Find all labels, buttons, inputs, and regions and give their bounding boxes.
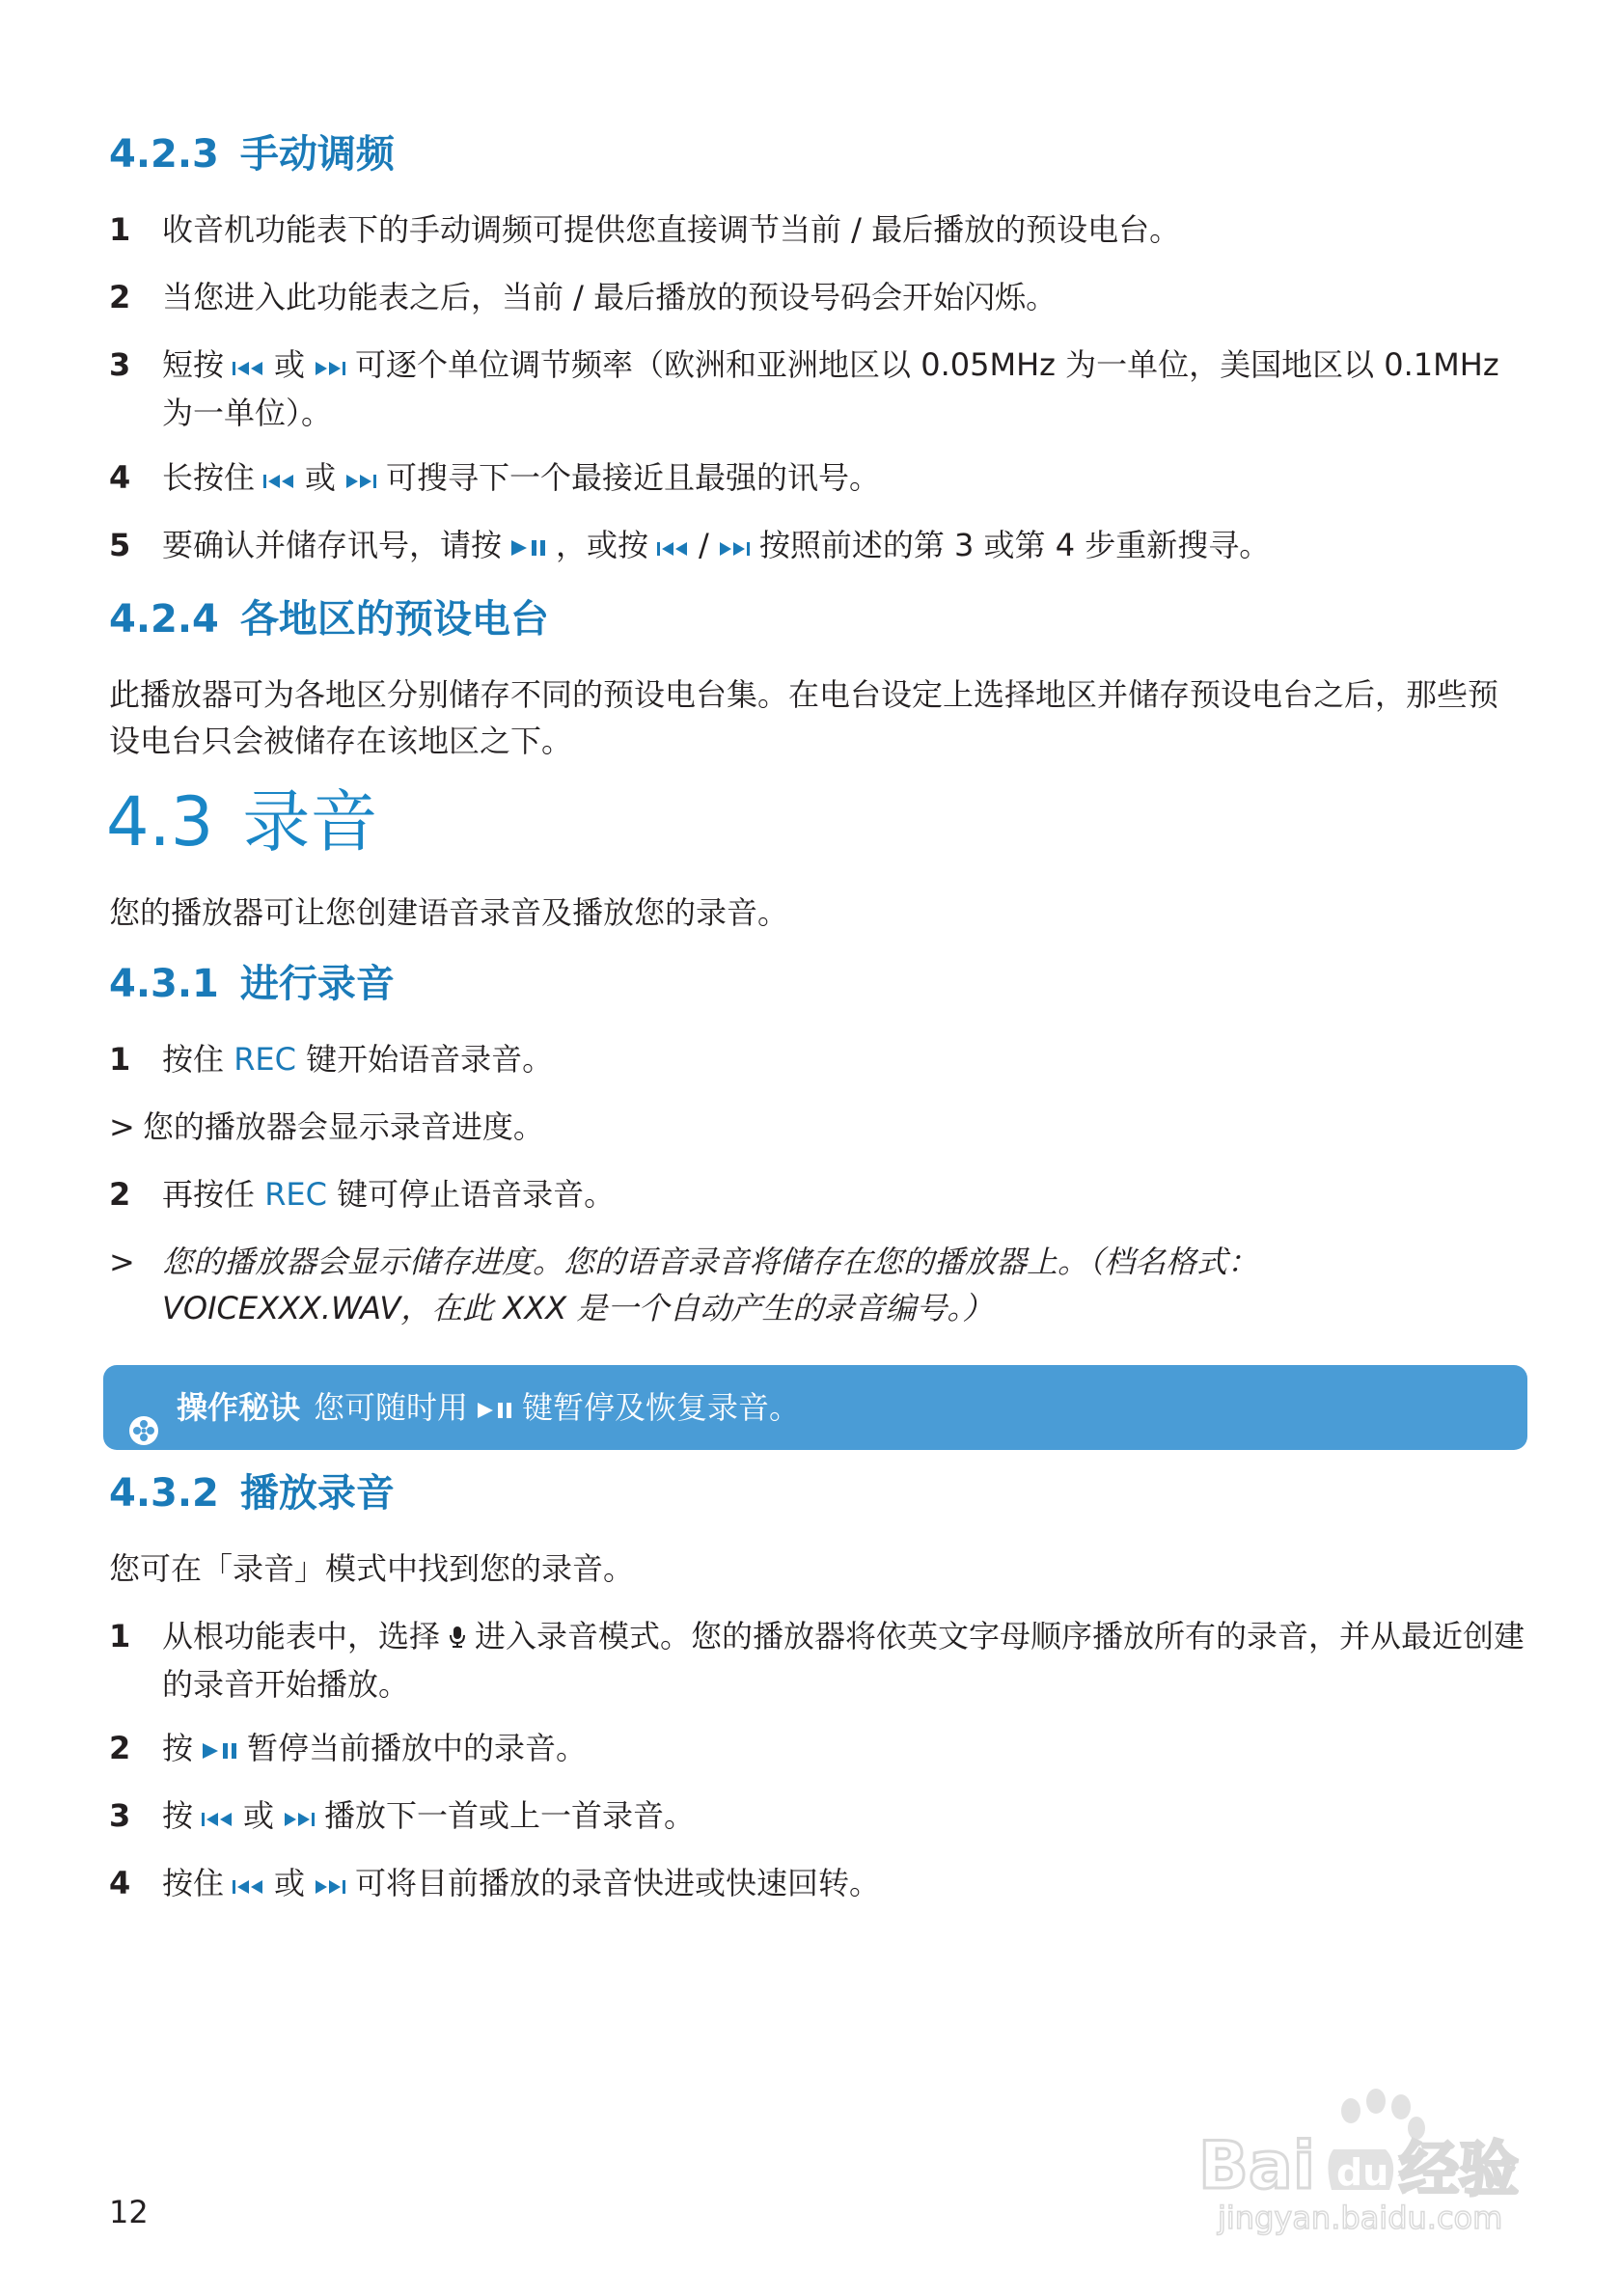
step-text: ，或按	[556, 527, 649, 563]
skip-next-icon	[717, 524, 752, 570]
skip-previous-icon	[232, 343, 266, 390]
step-text: 键开始语音录音。	[306, 1041, 554, 1078]
step-body	[162, 1792, 1527, 1841]
skip-next-icon	[343, 456, 378, 503]
section-heading-4-2-3	[109, 131, 395, 178]
step-text: 按住	[162, 1865, 225, 1901]
baidu-jingyan-watermark	[1179, 2074, 1565, 2238]
step-number: 4	[109, 459, 131, 496]
section-heading-4-3-1	[109, 961, 395, 1007]
step-slash: /	[699, 527, 709, 563]
step-item	[109, 206, 1527, 253]
microphone-icon	[448, 1615, 467, 1661]
step-or: 或	[274, 1865, 306, 1901]
step-text: 播放下一首或上一首录音。	[324, 1797, 696, 1834]
step-item	[109, 1036, 1527, 1082]
tip-text: 键暂停及恢复录音。	[522, 1389, 801, 1426]
skip-next-icon	[313, 343, 347, 390]
skip-previous-icon	[232, 1862, 266, 1908]
svg-text:Bai: Bai	[1198, 2128, 1316, 2204]
step-body	[162, 1171, 1527, 1217]
step-number: 1	[109, 1618, 131, 1654]
skip-next-icon	[313, 1862, 347, 1908]
step-text: 当您进入此功能表之后，当前 / 最后播放的预设号码会开始闪烁。	[162, 279, 1058, 315]
step-number: 4	[109, 1865, 131, 1901]
step-body	[162, 342, 1527, 436]
result-text: 您的播放器会显示录音进度。	[142, 1108, 544, 1145]
step-item	[109, 1725, 1527, 1773]
step-item	[109, 1792, 1527, 1841]
section-number: 4.3.1	[109, 962, 219, 1006]
step-number: 1	[109, 1041, 131, 1078]
section-number: 4.3	[106, 782, 214, 861]
result-item	[109, 1239, 1527, 1331]
play-pause-icon	[509, 524, 548, 570]
step-number: 3	[109, 346, 131, 383]
play-pause-icon	[201, 1727, 239, 1773]
skip-previous-icon	[201, 1794, 235, 1841]
step-body	[162, 1036, 1527, 1082]
step-or: 或	[274, 346, 306, 383]
step-body	[162, 1613, 1527, 1708]
step-text: 再按任	[162, 1176, 256, 1213]
step-text: 按住	[162, 1041, 225, 1078]
step-text: 长按住	[162, 459, 256, 496]
section-number: 4.2.4	[109, 597, 219, 642]
section-paragraph: 您的播放器可让您创建语音录音及播放您的录音。	[109, 894, 789, 931]
step-text: 从根功能表中，选择	[162, 1618, 441, 1654]
step-number: 1	[109, 211, 131, 248]
section-heading-4-3	[106, 783, 377, 861]
step-text: 可将目前播放的录音快进或快速回转。	[355, 1865, 881, 1901]
svg-text:经验: 经验	[1399, 2134, 1520, 2204]
section-heading-4-2-4	[109, 596, 549, 642]
rec-key-label: REC	[234, 1041, 296, 1078]
step-text: 按照前述的第 3 或第 4 步重新搜寻。	[758, 527, 1271, 563]
step-item	[109, 1860, 1527, 1908]
section-number: 4.3.2	[109, 1471, 219, 1516]
result-text: 您的播放器会显示储存进度。您的语音录音将储存在您的播放器上。（档名格式：VOICEXXX.WAV，在此 XXX 是一个自动产生的录音编号。）	[162, 1244, 1259, 1326]
skip-next-icon	[282, 1794, 316, 1841]
step-number: 2	[109, 1176, 131, 1213]
step-or: 或	[305, 459, 337, 496]
step-body	[162, 1725, 1527, 1773]
step-or: 或	[243, 1797, 275, 1834]
section-title: 进行录音	[239, 962, 395, 1006]
step-item	[109, 454, 1527, 503]
step-text: 收音机功能表下的手动调频可提供您直接调节当前 / 最后播放的预设电台。	[162, 211, 1181, 248]
step-item	[109, 274, 1527, 320]
page-number: 12	[109, 2194, 149, 2230]
result-item	[109, 1104, 1527, 1150]
step-item	[109, 342, 1527, 436]
svg-text:du: du	[1336, 2151, 1389, 2194]
step-text: 可搜寻下一个最接近且最强的讯号。	[386, 459, 881, 496]
section-number: 4.2.3	[109, 132, 219, 177]
result-marker: >	[109, 1108, 135, 1145]
step-text: 暂停当前播放中的录音。	[247, 1730, 588, 1766]
step-number: 2	[109, 1730, 131, 1766]
section-title: 各地区的预设电台	[239, 597, 549, 642]
tip-label: 操作秘诀	[177, 1389, 301, 1426]
section-heading-4-3-2	[109, 1470, 395, 1517]
skip-previous-icon	[656, 524, 691, 570]
step-item	[109, 1613, 1527, 1708]
section-title: 播放录音	[239, 1471, 395, 1516]
section-paragraph: 您可在「录音」模式中找到您的录音。	[109, 1550, 635, 1587]
tip-flower-icon	[128, 1393, 159, 1424]
step-number: 3	[109, 1797, 131, 1834]
section-title: 手动调频	[239, 132, 395, 177]
step-text: 要确认并储存讯号，请按	[162, 527, 503, 563]
step-text: 键可停止语音录音。	[337, 1176, 616, 1213]
step-body	[162, 1860, 1527, 1908]
rec-key-label: REC	[264, 1176, 327, 1213]
step-item	[109, 1171, 1527, 1217]
step-item	[109, 522, 1527, 570]
play-pause-icon	[476, 1367, 514, 1452]
skip-previous-icon	[262, 456, 297, 503]
step-body	[162, 522, 1527, 570]
result-marker: >	[109, 1244, 135, 1280]
step-number: 5	[109, 527, 131, 563]
section-paragraph: 此播放器可为各地区分别储存不同的预设电台集。在电台设定上选择地区并储存预设电台之后，那些预设电台只会被储存在该地区之下。	[109, 676, 1499, 759]
tip-content	[177, 1365, 800, 1452]
step-number: 2	[109, 279, 131, 315]
step-body	[162, 454, 1527, 503]
tip-box	[103, 1365, 1527, 1450]
step-text: 短按	[162, 346, 225, 383]
step-text: 按	[162, 1797, 194, 1834]
step-text: 可逐个单位调节频率（欧洲和亚洲地区以 0.05MHz 为一单位，美国地区以 0.1MHz 为一单位）。	[162, 346, 1499, 431]
tip-text: 您可随时用	[314, 1389, 469, 1426]
section-title: 录音	[242, 782, 378, 861]
step-text: 按	[162, 1730, 194, 1766]
svg-text:jingyan.baidu.com: jingyan.baidu.com	[1218, 2200, 1503, 2236]
step-text: 进入录音模式。您的播放器将依英文字母顺序播放所有的录音，并从最近创建的录音开始播放。	[162, 1618, 1525, 1703]
